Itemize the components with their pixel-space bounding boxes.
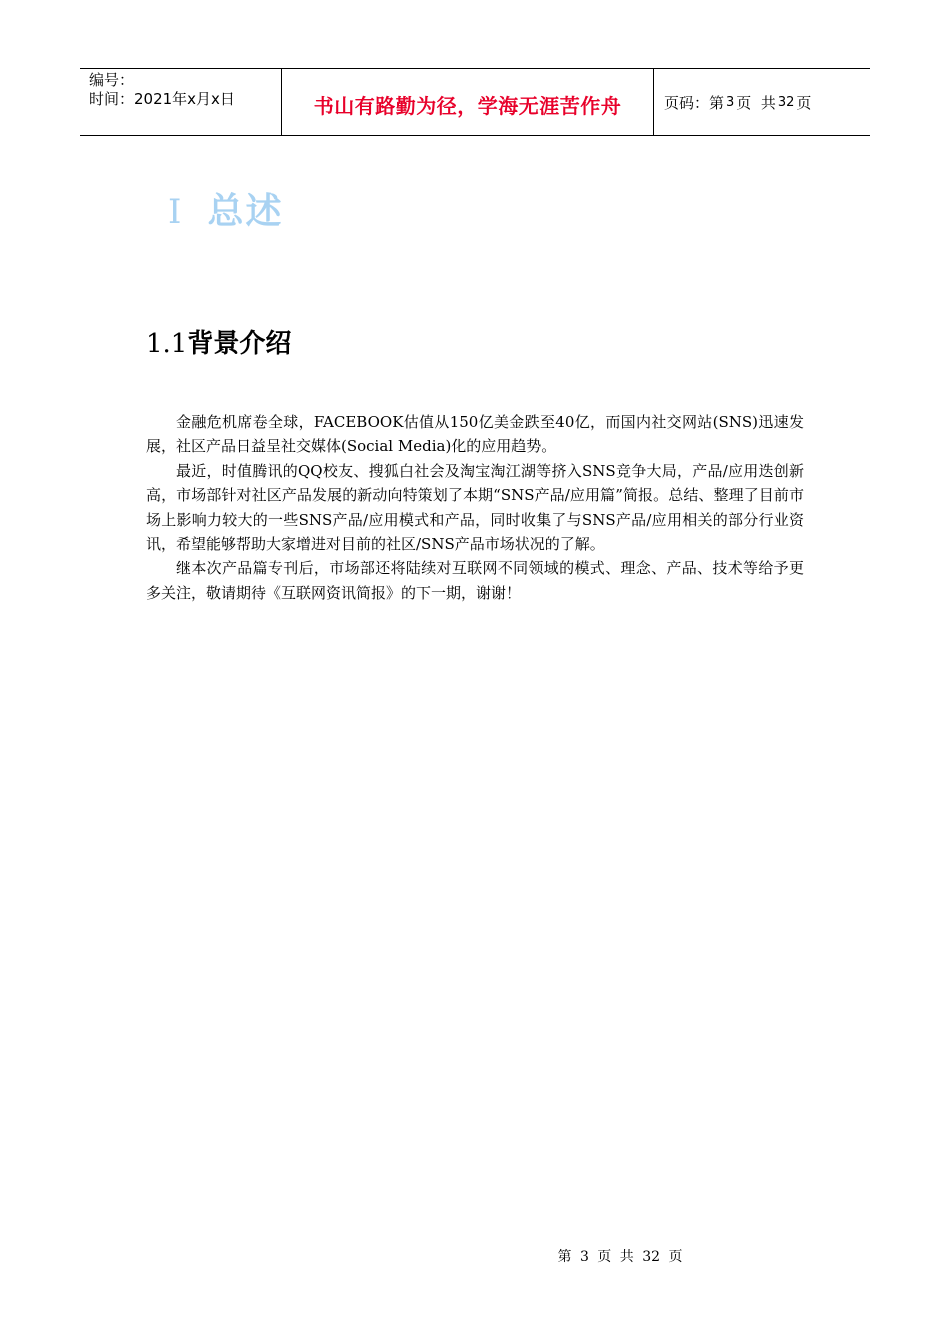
chapter-heading — [168, 188, 283, 236]
page-total: 32 — [777, 94, 795, 110]
footer-page-text: 第 3 页 共 32 页 — [557, 1249, 683, 1265]
page-suffix: 页 — [796, 93, 812, 112]
section-number: 1.1 — [146, 329, 188, 359]
page-current: 3 — [726, 94, 735, 110]
paragraph: 最近，时值腾讯的QQ校友、搜狐白社会及淘宝淘江湖等挤入SNS竞争大局，产品/应用迭创新高，市场部针对社区产品发展的新动向特策划了本期“SNS产品/应用篇”简报。总结、整理了目前市场上影响力较大的一些SNS产品/应用模式和产品，同时收集了与SNS产品/应用相关的部分行业资讯，希望能够帮助大家增进对目前的社区/SNS产品市场状况的了解。 — [146, 461, 804, 554]
date-label: 时间：2021年x月x日 — [89, 90, 235, 108]
page-footer — [0, 1246, 950, 1266]
paragraph: 继本次产品篇专刊后，市场部还将陆续对互联网不同领域的模式、理念、产品、技术等给予更多关注，敬请期待《互联网资讯简报》的下一期，谢谢！ — [146, 559, 804, 602]
chapter-title: 总述 — [207, 191, 284, 232]
chapter-number: I — [168, 192, 182, 232]
paragraph: 金融危机席卷全球，FACEBOOK估值从150亿美金跌至40亿，而国内社交网站(SNS)迅速发展，社区产品日益呈社交媒体(Social Media)化的应用趋势。 — [146, 413, 804, 456]
page-header — [80, 68, 870, 136]
section-title: 背景介绍 — [187, 329, 292, 359]
page-prefix: 页码：第 — [664, 93, 725, 112]
doc-number-label: 编号： — [89, 71, 135, 89]
section-heading — [146, 326, 291, 362]
header-meta-cell — [80, 69, 282, 135]
header-page-cell — [654, 69, 870, 135]
page-middle: 页 共 — [736, 93, 776, 112]
header-motto-cell — [282, 69, 654, 135]
body-text — [146, 410, 804, 605]
motto: 书山有路勤为径，学海无涯苦作舟 — [313, 93, 622, 118]
